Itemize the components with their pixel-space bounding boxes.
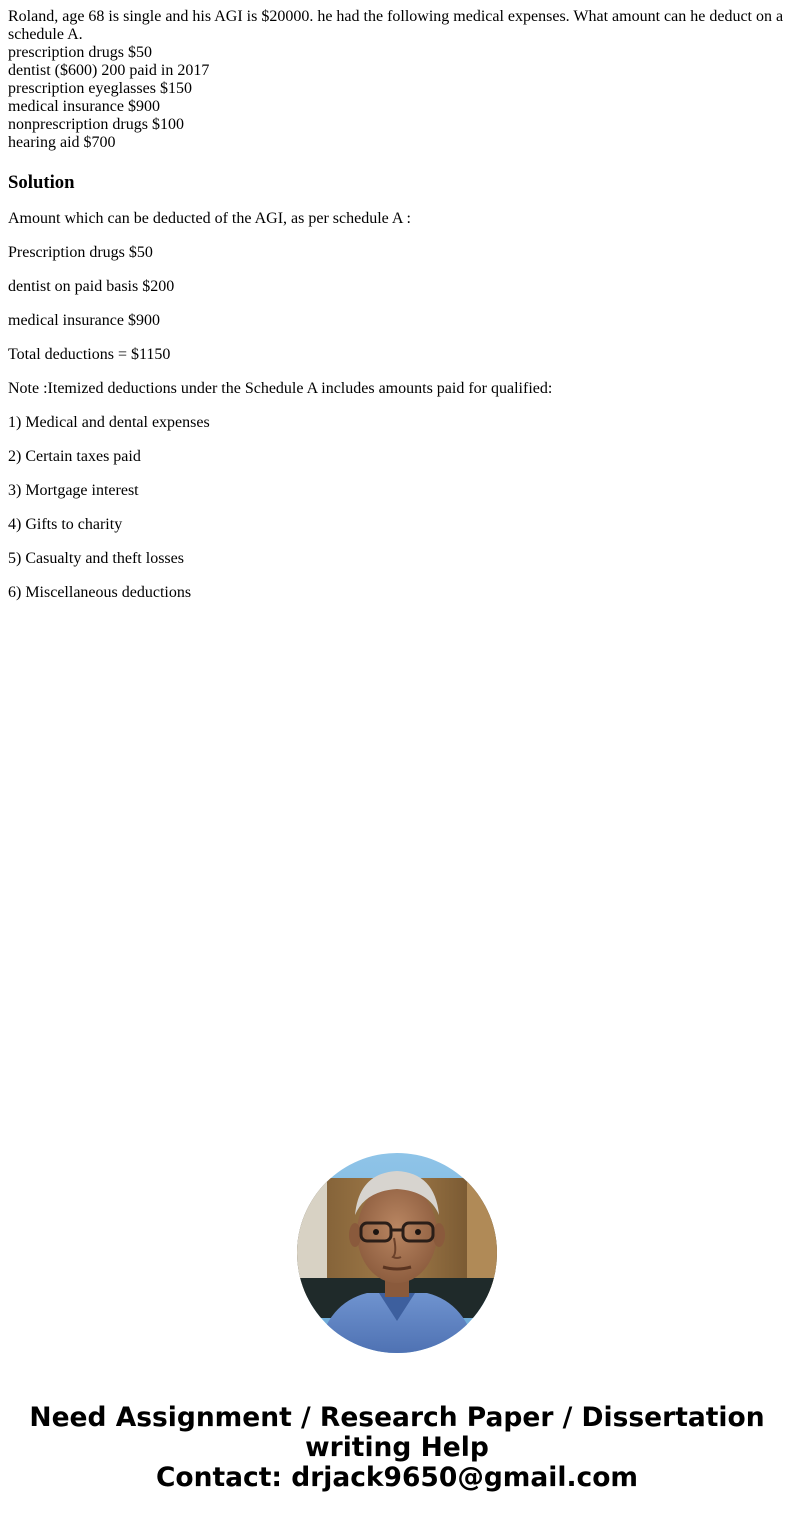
promo-contact: Contact: drjack9650@gmail.com: [155, 1462, 639, 1493]
question-block: [8, 8, 788, 152]
note-list-item: 3) Mortgage interest: [8, 482, 139, 499]
solution-paragraph: Prescription drugs $50: [8, 244, 153, 261]
expense-item: medical insurance $900: [8, 98, 160, 115]
promo-line: Need Assignment / Research Paper / Dissertation: [29, 1402, 765, 1433]
solution-heading: Solution: [8, 172, 75, 193]
question-text: Roland, age 68 is single and his AGI is $20000. he had the following medical expenses. What amount can he deduct on a schedule A.: [8, 8, 784, 43]
promo-line: writing Help: [305, 1432, 489, 1463]
person-portrait-icon: [297, 1153, 497, 1353]
note-list-item: 5) Casualty and theft losses: [8, 550, 184, 567]
document-content: [8, 8, 788, 602]
expense-item: dentist ($600) 200 paid in 2017: [8, 62, 210, 79]
promo-banner: [0, 1403, 794, 1493]
expense-item: prescription drugs $50: [8, 44, 152, 61]
solution-paragraph: dentist on paid basis $200: [8, 278, 175, 295]
expense-item: hearing aid $700: [8, 134, 116, 151]
author-avatar: [297, 1153, 497, 1353]
solution-total: Total deductions = $1150: [8, 346, 171, 363]
note-list-item: 2) Certain taxes paid: [8, 448, 141, 465]
note-list-item: 6) Miscellaneous deductions: [8, 584, 192, 601]
note-list-item: 4) Gifts to charity: [8, 516, 123, 533]
solution-note: Note :Itemized deductions under the Schedule A includes amounts paid for qualified:: [8, 380, 553, 397]
note-list-item: 1) Medical and dental expenses: [8, 414, 210, 431]
expense-item: prescription eyeglasses $150: [8, 80, 192, 97]
solution-paragraph: medical insurance $900: [8, 312, 160, 329]
solution-paragraph: Amount which can be deducted of the AGI, as per schedule A :: [8, 210, 411, 227]
expense-item: nonprescription drugs $100: [8, 116, 184, 133]
